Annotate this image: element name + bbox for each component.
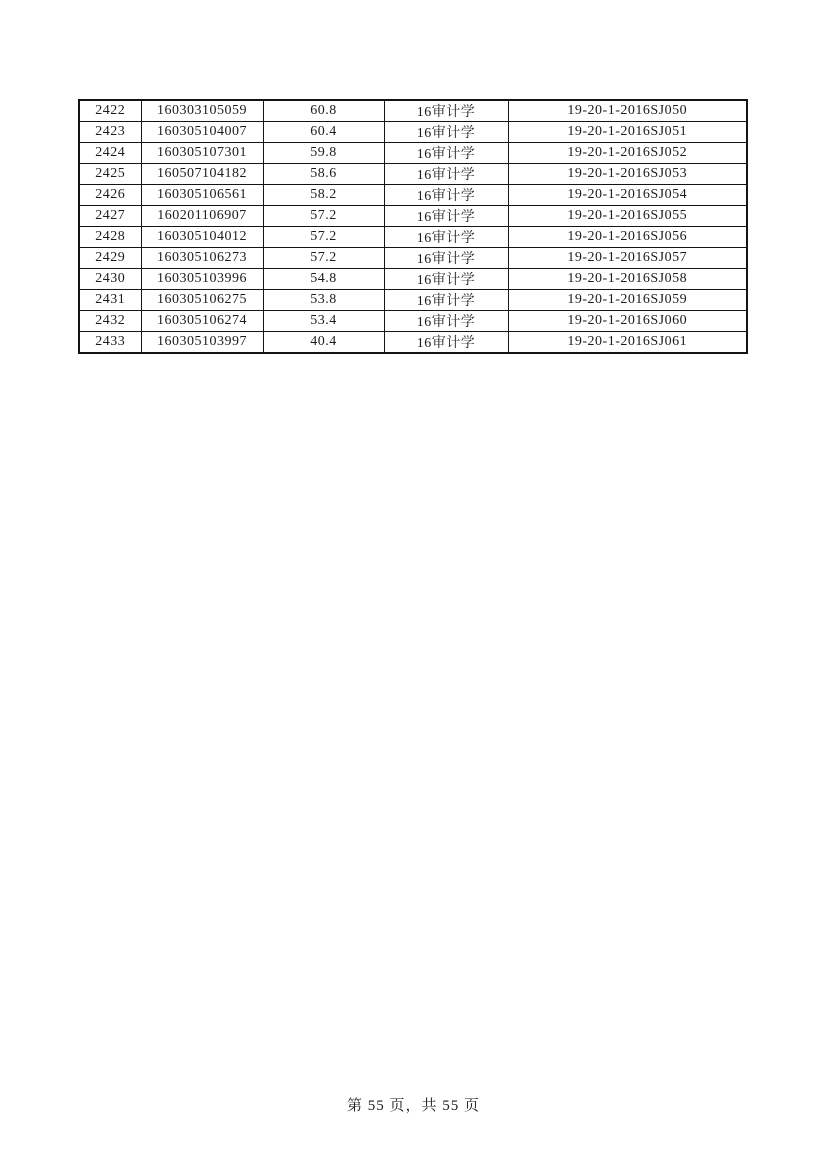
cell-class-name: 16审计学 — [384, 143, 508, 164]
cell-score: 60.4 — [263, 122, 384, 143]
cell-class-name: 16审计学 — [384, 269, 508, 290]
table-row — [79, 206, 747, 227]
cell-class-name: 16审计学 — [384, 227, 508, 248]
cell-class-name: 16审计学 — [384, 100, 508, 122]
cell-score: 60.8 — [263, 100, 384, 122]
cell-course-code: 19-20-1-2016SJ053 — [508, 164, 747, 185]
cell-sequence-number: 2423 — [79, 122, 141, 143]
scores-table — [78, 99, 748, 354]
cell-score: 54.8 — [263, 269, 384, 290]
cell-sequence-number: 2422 — [79, 100, 141, 122]
cell-score: 53.4 — [263, 311, 384, 332]
cell-student-id: 160303105059 — [141, 100, 263, 122]
scores-table-body — [79, 100, 747, 353]
cell-course-code: 19-20-1-2016SJ056 — [508, 227, 747, 248]
cell-course-code: 19-20-1-2016SJ057 — [508, 248, 747, 269]
cell-score: 58.2 — [263, 185, 384, 206]
cell-score: 59.8 — [263, 143, 384, 164]
cell-score: 57.2 — [263, 206, 384, 227]
cell-course-code: 19-20-1-2016SJ059 — [508, 290, 747, 311]
cell-course-code: 19-20-1-2016SJ061 — [508, 332, 747, 354]
cell-score: 58.6 — [263, 164, 384, 185]
cell-sequence-number: 2425 — [79, 164, 141, 185]
cell-score: 53.8 — [263, 290, 384, 311]
cell-student-id: 160305106561 — [141, 185, 263, 206]
cell-student-id: 160305104007 — [141, 122, 263, 143]
page-footer: 第 55 页，共 55 页 — [346, 1098, 480, 1114]
cell-score: 40.4 — [263, 332, 384, 354]
table-row — [79, 227, 747, 248]
cell-course-code: 19-20-1-2016SJ060 — [508, 311, 747, 332]
cell-student-id: 160305107301 — [141, 143, 263, 164]
cell-class-name: 16审计学 — [384, 311, 508, 332]
cell-student-id: 160305106275 — [141, 290, 263, 311]
cell-sequence-number: 2433 — [79, 332, 141, 354]
cell-course-code: 19-20-1-2016SJ058 — [508, 269, 747, 290]
table-row — [79, 143, 747, 164]
cell-course-code: 19-20-1-2016SJ054 — [508, 185, 747, 206]
cell-course-code: 19-20-1-2016SJ050 — [508, 100, 747, 122]
table-row — [79, 100, 747, 122]
cell-score: 57.2 — [263, 248, 384, 269]
cell-sequence-number: 2429 — [79, 248, 141, 269]
cell-sequence-number: 2432 — [79, 311, 141, 332]
table-row — [79, 269, 747, 290]
cell-class-name: 16审计学 — [384, 164, 508, 185]
cell-class-name: 16审计学 — [384, 185, 508, 206]
cell-student-id: 160305106273 — [141, 248, 263, 269]
cell-class-name: 16审计学 — [384, 248, 508, 269]
cell-score: 57.2 — [263, 227, 384, 248]
cell-class-name: 16审计学 — [384, 290, 508, 311]
cell-sequence-number: 2428 — [79, 227, 141, 248]
table-row — [79, 164, 747, 185]
cell-student-id: 160305106274 — [141, 311, 263, 332]
cell-class-name: 16审计学 — [384, 122, 508, 143]
cell-student-id: 160201106907 — [141, 206, 263, 227]
cell-student-id: 160507104182 — [141, 164, 263, 185]
table-row — [79, 185, 747, 206]
table-row — [79, 248, 747, 269]
cell-student-id: 160305103996 — [141, 269, 263, 290]
cell-course-code: 19-20-1-2016SJ051 — [508, 122, 747, 143]
table-row — [79, 122, 747, 143]
cell-class-name: 16审计学 — [384, 332, 508, 354]
cell-course-code: 19-20-1-2016SJ055 — [508, 206, 747, 227]
table-row — [79, 332, 747, 354]
cell-sequence-number: 2426 — [79, 185, 141, 206]
cell-course-code: 19-20-1-2016SJ052 — [508, 143, 747, 164]
cell-sequence-number: 2430 — [79, 269, 141, 290]
cell-class-name: 16审计学 — [384, 206, 508, 227]
cell-student-id: 160305104012 — [141, 227, 263, 248]
cell-sequence-number: 2427 — [79, 206, 141, 227]
cell-sequence-number: 2424 — [79, 143, 141, 164]
cell-student-id: 160305103997 — [141, 332, 263, 354]
cell-sequence-number: 2431 — [79, 290, 141, 311]
table-row — [79, 311, 747, 332]
table-row — [79, 290, 747, 311]
